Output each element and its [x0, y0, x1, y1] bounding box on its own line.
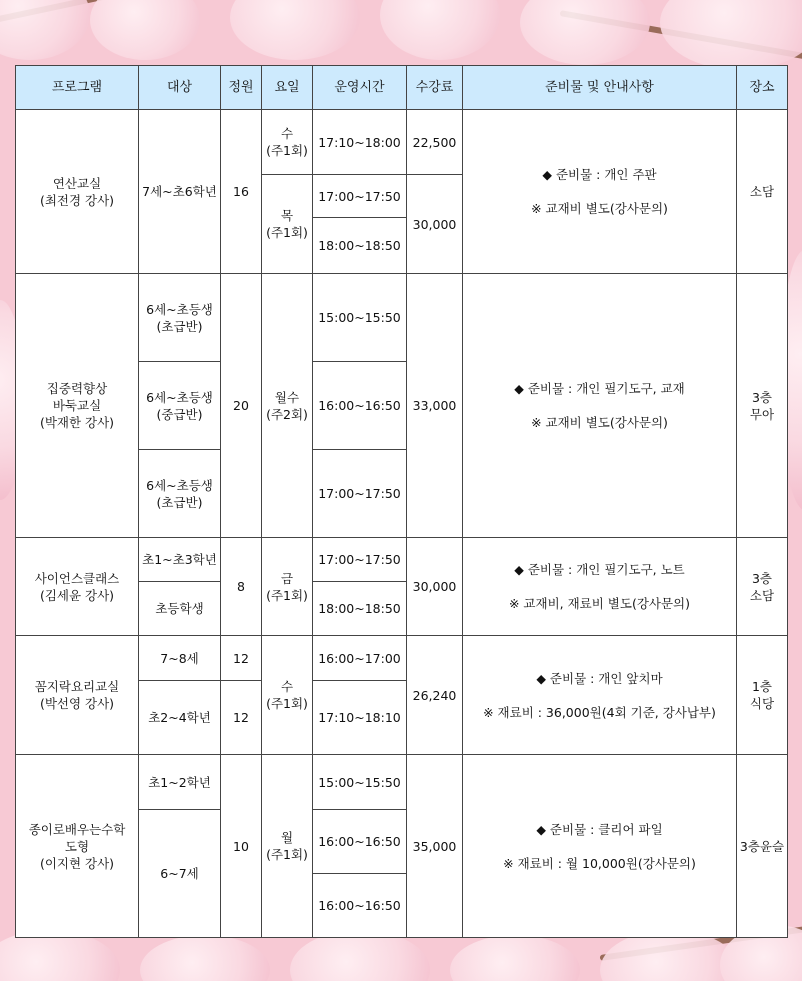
program-capacity: 16 — [221, 110, 262, 274]
program-notes — [463, 755, 737, 938]
table-row — [16, 755, 788, 810]
program-target: 7세~초6학년 — [139, 110, 221, 274]
program-fee: 30,000 — [407, 175, 463, 274]
header-capacity: 정원 — [221, 66, 262, 110]
header-fee: 수강료 — [407, 66, 463, 110]
header-target: 대상 — [139, 66, 221, 110]
program-notes — [463, 538, 737, 636]
header-time: 운영시간 — [313, 66, 407, 110]
program-day: 수 (주1회) — [262, 110, 313, 175]
program-capacity: 20 — [221, 274, 262, 538]
program-name: 꼼지락요리교실 (박선영 강사) — [16, 636, 139, 755]
program-day: 월수 (주2회) — [262, 274, 313, 538]
program-target: 초등학생 — [139, 582, 221, 636]
program-target: 7~8세 — [139, 636, 221, 681]
program-time: 18:00~18:50 — [313, 218, 407, 274]
note-supplies: ◆ 준비물 : 클리어 파일 — [536, 821, 663, 837]
program-target: 초2~4학년 — [139, 681, 221, 755]
program-target: 6세~초등생 (초급반) — [139, 450, 221, 538]
program-place: 소담 — [737, 110, 788, 274]
program-day: 목 (주1회) — [262, 175, 313, 274]
table-row — [16, 110, 788, 175]
header-program: 프로그램 — [16, 66, 139, 110]
program-name: 연산교실 (최전경 강사) — [16, 110, 139, 274]
program-time: 17:10~18:00 — [313, 110, 407, 175]
program-fee: 22,500 — [407, 110, 463, 175]
program-target: 6세~초등생 (초급반) — [139, 274, 221, 362]
program-time: 16:00~16:50 — [313, 362, 407, 450]
program-time: 15:00~15:50 — [313, 274, 407, 362]
program-time: 17:00~17:50 — [313, 538, 407, 582]
note-supplies: ◆ 준비물 : 개인 앞치마 — [536, 670, 663, 686]
note-fee: ※ 교재비 별도(강사문의) — [531, 201, 668, 216]
program-time: 17:00~17:50 — [313, 175, 407, 218]
program-time: 17:00~17:50 — [313, 450, 407, 538]
program-day: 금 (주1회) — [262, 538, 313, 636]
program-place: 1층 식당 — [737, 636, 788, 755]
program-place: 3층 무아 — [737, 274, 788, 538]
program-time: 17:10~18:10 — [313, 681, 407, 755]
program-name: 집중력향상 바둑교실 (박재한 강사) — [16, 274, 139, 538]
program-notes — [463, 274, 737, 538]
note-fee: ※ 재료비 : 월 10,000원(강사문의) — [503, 855, 696, 871]
header-place: 장소 — [737, 66, 788, 110]
program-target: 6세~초등생 (중급반) — [139, 362, 221, 450]
note-fee: ※ 재료비 : 36,000원(4회 기준, 강사납부) — [483, 704, 716, 720]
program-place: 3층윤슬 — [737, 755, 788, 938]
program-time: 16:00~16:50 — [313, 810, 407, 874]
program-notes — [463, 110, 737, 274]
note-supplies: ◆ 준비물 : 개인 필기도구, 노트 — [514, 562, 685, 577]
note-fee: ※ 교재비 별도(강사문의) — [531, 415, 668, 430]
program-time: 16:00~16:50 — [313, 874, 407, 938]
header-day: 요일 — [262, 66, 313, 110]
program-place: 3층 소담 — [737, 538, 788, 636]
note-supplies: ◆ 준비물 : 개인 주판 — [542, 167, 657, 182]
program-target: 6~7세 — [139, 810, 221, 938]
program-capacity: 12 — [221, 636, 262, 681]
program-capacity: 12 — [221, 681, 262, 755]
table-row — [16, 636, 788, 681]
program-name: 사이언스클래스 (김세윤 강사) — [16, 538, 139, 636]
program-fee: 33,000 — [407, 274, 463, 538]
program-time: 18:00~18:50 — [313, 582, 407, 636]
program-capacity: 10 — [221, 755, 262, 938]
program-time: 16:00~17:00 — [313, 636, 407, 681]
note-fee: ※ 교재비, 재료비 별도(강사문의) — [508, 596, 691, 611]
header-notes: 준비물 및 안내사항 — [463, 66, 737, 110]
header-row — [16, 66, 788, 110]
program-day: 수 (주1회) — [262, 636, 313, 755]
program-fee: 30,000 — [407, 538, 463, 636]
program-notes — [463, 636, 737, 755]
program-table — [15, 65, 788, 938]
table-row — [16, 538, 788, 582]
table-row — [16, 274, 788, 362]
program-fee: 26,240 — [407, 636, 463, 755]
program-capacity: 8 — [221, 538, 262, 636]
program-target: 초1~2학년 — [139, 755, 221, 810]
note-supplies: ◆ 준비물 : 개인 필기도구, 교재 — [514, 381, 685, 396]
program-fee: 35,000 — [407, 755, 463, 938]
program-day: 월 (주1회) — [262, 755, 313, 938]
program-name: 종이로배우는수학 도형 (이지현 강사) — [16, 755, 139, 938]
program-time: 15:00~15:50 — [313, 755, 407, 810]
program-target: 초1~초3학년 — [139, 538, 221, 582]
